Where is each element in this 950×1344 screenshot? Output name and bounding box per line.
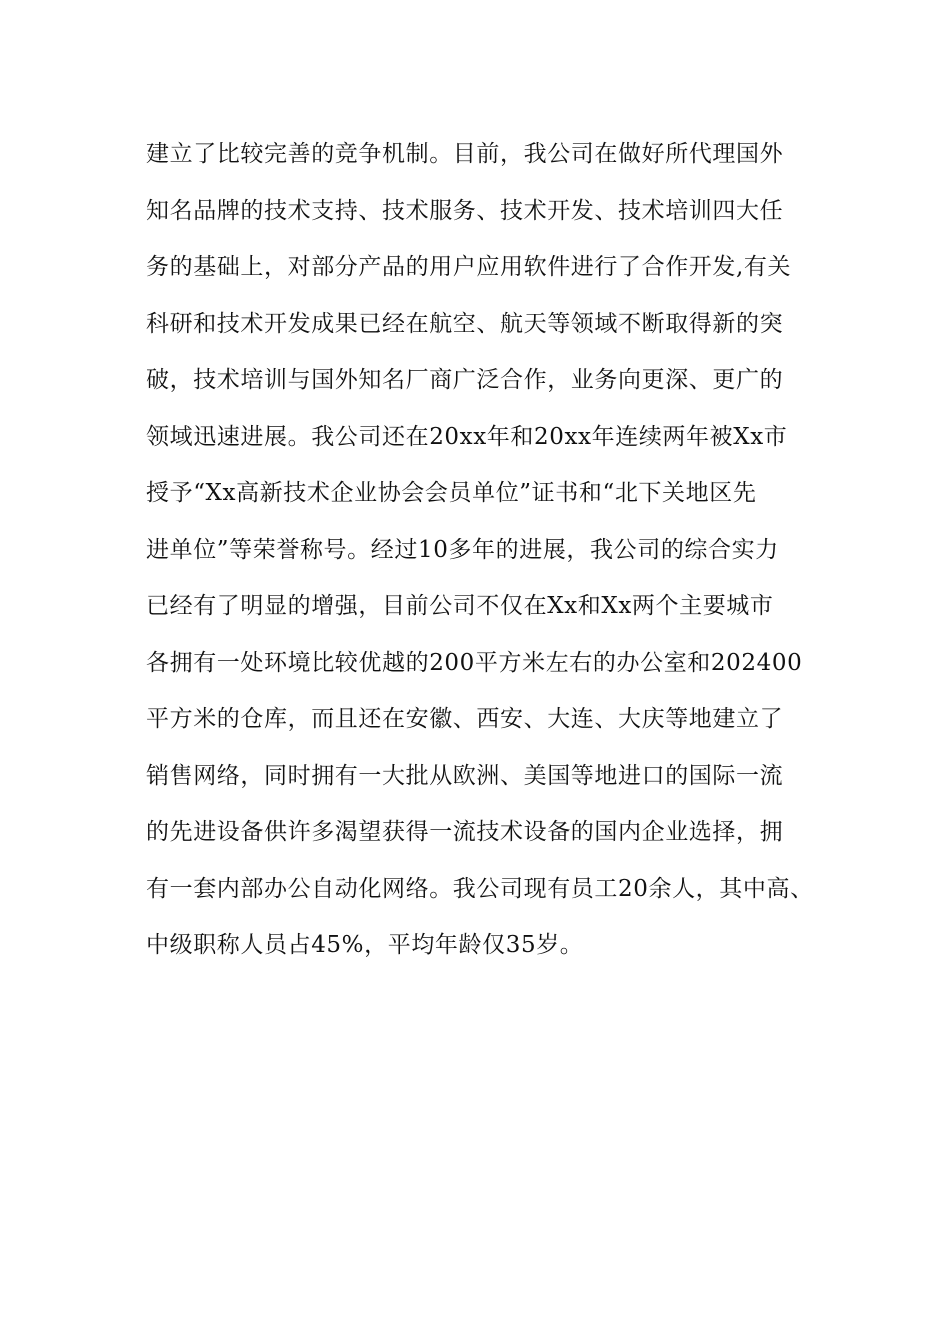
paragraph-line: 有一套内部办公自动化网络。我公司现有员工20余人，其中高、	[146, 875, 814, 902]
paragraph-line: 科研和技术开发成果已经在航空、航天等领域不断取得新的突	[146, 310, 784, 337]
body-paragraph	[146, 126, 846, 974]
paragraph-line: 平方米的仓库，而且还在安徽、西安、大连、大庆等地建立了	[146, 706, 784, 732]
paragraph-line: 授予“Xx高新技术企业协会会员单位”证书和“北下关地区先	[146, 480, 757, 506]
paragraph-line: 已经有了明显的增强，目前公司不仅在Xx和Xx两个主要城市	[146, 593, 774, 619]
paragraph-line: 破，技术培训与国外知名厂商广泛合作，业务向更深、更广的	[146, 367, 784, 393]
paragraph-line: 领域迅速进展。我公司还在20xx年和20xx年连续两年被Xx市	[146, 423, 788, 450]
paragraph-line: 进单位”等荣誉称号。经过10多年的进展，我公司的综合实力	[146, 536, 779, 563]
paragraph-line: 务的基础上，对部分产品的用户应用软件进行了合作开发,有关	[146, 254, 792, 280]
paragraph-line: 知名品牌的技术支持、技术服务、技术开发、技术培训四大任	[146, 197, 784, 224]
paragraph-line: 的先进设备供许多渴望获得一流技术设备的国内企业选择，拥	[146, 819, 784, 845]
paragraph-line: 建立了比较完善的竞争机制。目前，我公司在做好所代理国外	[146, 141, 784, 167]
paragraph-line: 中级职称人员占45%，平均年龄仅35岁。	[146, 932, 584, 958]
paragraph-line: 销售网络，同时拥有一大批从欧洲、美国等地进口的国际一流	[146, 762, 784, 789]
paragraph-line: 各拥有一处环境比较优越的200平方米左右的办公室和202400	[146, 649, 803, 676]
